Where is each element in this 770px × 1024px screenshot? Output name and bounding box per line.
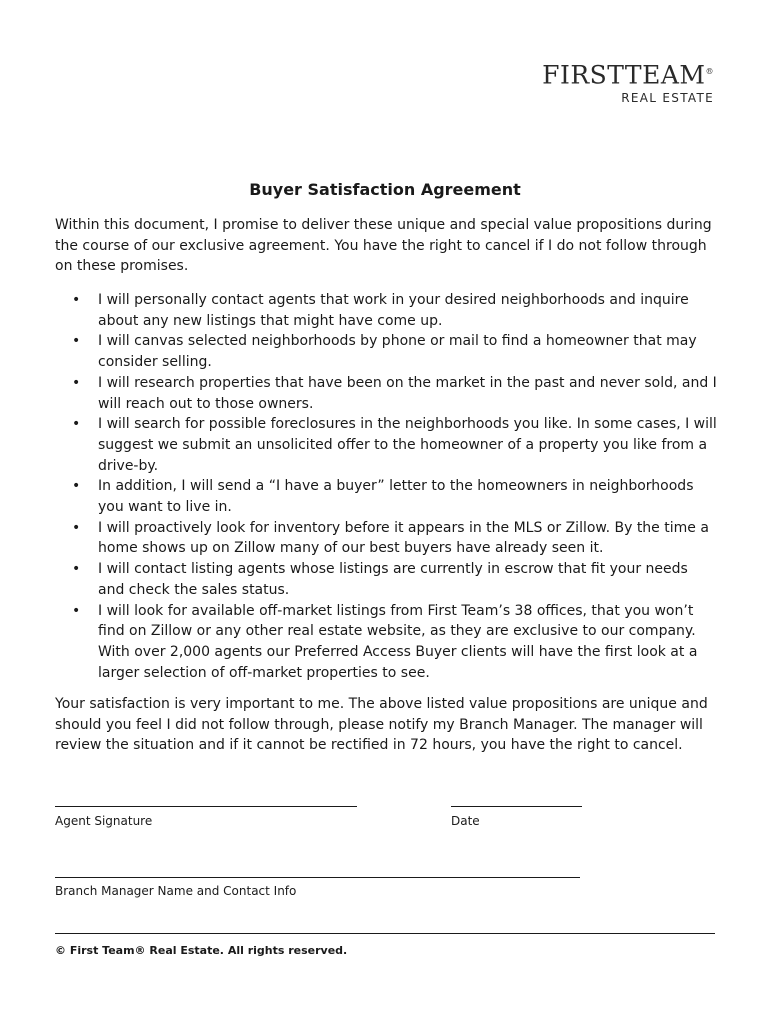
document-title: Buyer Satisfaction Agreement <box>249 180 521 199</box>
logo-subtitle: REAL ESTATE <box>621 91 714 106</box>
intro-paragraph: Within this document, I promise to deliver these unique and special value propositions during the course of our exclusive agreement. You have the right to cancel if I do not follow through on these promises. <box>55 217 712 275</box>
promise-text: I will search for possible foreclosures in the neighborhoods you like. In some cases, I will suggest we submit an unsolicited offer to the homeowner of a property you like from a drive-by. <box>98 416 717 474</box>
promise-text: I will canvas selected neighborhoods by phone or mail to find a homeowner that may consider selling. <box>98 333 697 371</box>
bullet: • <box>72 478 81 495</box>
list-item <box>55 331 717 372</box>
promise-text: I will contact listing agents whose listings are currently in escrow that fit your needs and check the sales status. <box>98 561 688 598</box>
logo-registered-mark: ® <box>705 67 714 76</box>
logo-name: FIRSTTEAM <box>542 60 706 90</box>
bullet: • <box>72 519 81 536</box>
list-item <box>55 290 717 331</box>
list-item <box>55 601 717 684</box>
bullet: • <box>72 602 81 619</box>
footer-divider <box>55 933 715 934</box>
closing-paragraph: Your satisfaction is very important to me. The above listed value propositions are unique and should you feel I did not follow through, please notify my Branch Manager. The manager will review the situation and if it cannot be rectified in 72 hours, you have the right to cancel. <box>55 696 708 754</box>
list-item <box>55 414 717 476</box>
branch-manager-label: Branch Manager Name and Contact Info <box>55 884 297 898</box>
date-line[interactable] <box>451 806 582 807</box>
promise-text: In addition, I will send a “I have a buyer” letter to the homeowners in neighborhoods you want to live in. <box>98 478 694 516</box>
bullet: • <box>72 561 81 578</box>
branch-manager-line[interactable] <box>55 877 580 878</box>
bullet: • <box>72 333 81 350</box>
agent-signature-label: Agent Signature <box>55 814 153 828</box>
agent-signature-line[interactable] <box>55 806 357 807</box>
promise-text: I will proactively look for inventory before it appears in the MLS or Zillow. By the time a home shows up on Zillow many of our best buyers have already seen it. <box>98 519 709 557</box>
promise-text: I will personally contact agents that work in your desired neighborhoods and inquire about any new listings that might have come up. <box>98 292 689 329</box>
promise-text: I will look for available off-market listings from First Team’s 38 offices, that you won’t find on Zillow or any other real estate website, as they are exclusive to our company. With over 2,000 agents our Preferred Access Buyer clients will have the first look at a larger selection of off-market properties to see. <box>98 602 698 681</box>
promise-text: I will research properties that have been on the market in the past and never sold, and I will reach out to those owners. <box>98 374 717 412</box>
bullet: • <box>72 416 81 433</box>
list-item <box>55 373 717 414</box>
list-item <box>55 476 717 517</box>
company-logo <box>542 58 714 105</box>
date-label: Date <box>451 814 480 828</box>
list-item <box>55 559 717 600</box>
list-item <box>55 518 717 559</box>
bullet: • <box>72 292 81 308</box>
promises-list <box>55 290 717 683</box>
copyright-notice: © First Team® Real Estate. All rights reserved. <box>55 944 348 957</box>
bullet: • <box>72 374 81 391</box>
